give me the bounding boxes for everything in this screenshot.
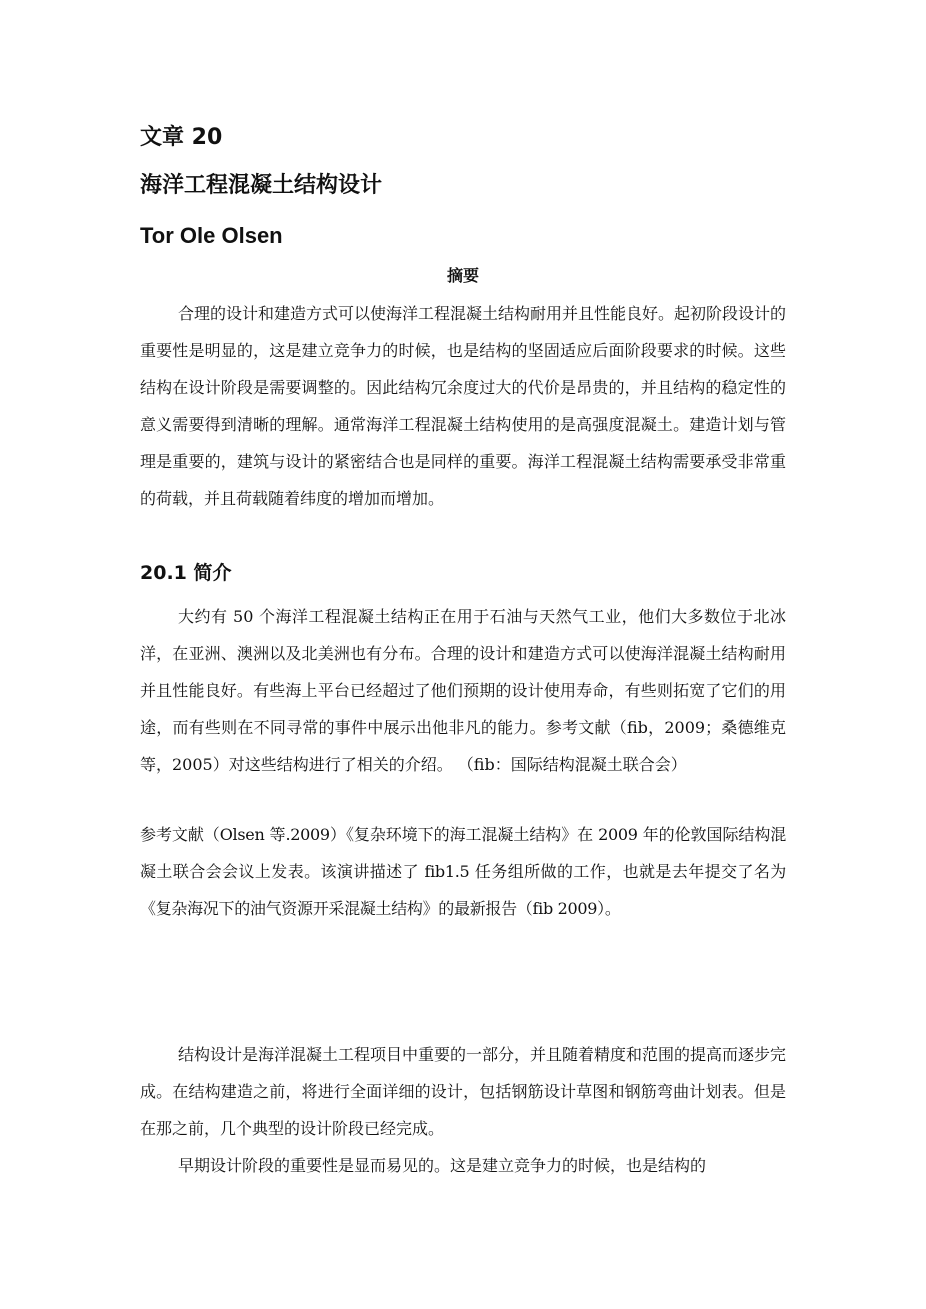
body-paragraph: 早期设计阶段的重要性是显而易见的。这是建立竞争力的时候，也是结构的 bbox=[178, 1156, 707, 1175]
chapter-title: 海洋工程混凝土结构设计 bbox=[140, 173, 383, 198]
body-paragraph: 大约有 50 个海洋工程混凝土结构正在用于石油与天然气工业，他们大多数位于北冰洋，在亚洲、澳洲以及北美洲也有分布。合理的设计和建造方式可以使海洋混凝土结构耐用并且性能良好。有些海上平台已经超过了他们预期的设计使用寿命，有些则拓宽了它们的用途，而有些则在不同寻常的事件中展示出他非凡的能力。参考文献（fib，2009；桑德维克等，2005）对这些结构进行了相关的介绍。 （fib：国际结构混凝土联合会） bbox=[140, 607, 786, 774]
abstract-heading: 摘要 bbox=[446, 266, 479, 285]
chapter-label: 文章 20 bbox=[140, 125, 223, 150]
body-paragraph: 参考文献（Olsen 等.2009）《复杂环境下的海工混凝土结构》在 2009 年的伦敦国际结构混凝土联合会会议上发表。该演讲描述了 fib1.5 任务组所做的工作，也就是去年提交了名为《复杂海况下的油气资源开采混凝土结构》的最新报告（fib 2009）。 bbox=[140, 825, 786, 918]
author-name: Tor Ole Olsen bbox=[140, 223, 283, 248]
abstract-paragraph: 合理的设计和建造方式可以使海洋工程混凝土结构耐用并且性能良好。起初阶段设计的重要性是明显的，这是建立竞争力的时候，也是结构的坚固适应后面阶段要求的时候。这些结构在设计阶段是需要调整的。因此结构冗余度过大的代价是昂贵的，并且结构的稳定性的意义需要得到清晰的理解。通常海洋工程混凝土结构使用的是高强度混凝土。建造计划与管理是重要的，建筑与设计的紧密结合也是同样的重要。海洋工程混凝土结构需要承受非常重的荷载，并且荷载随着纬度的增加而增加。 bbox=[140, 304, 787, 508]
section-heading: 20.1 简介 bbox=[140, 562, 232, 584]
body-paragraph: 结构设计是海洋混凝土工程项目中重要的一部分，并且随着精度和范围的提高而逐步完成。在结构建造之前，将进行全面详细的设计，包括钢筋设计草图和钢筋弯曲计划表。但是在那之前，几个典型的设计阶段已经完成。 bbox=[140, 1045, 787, 1138]
